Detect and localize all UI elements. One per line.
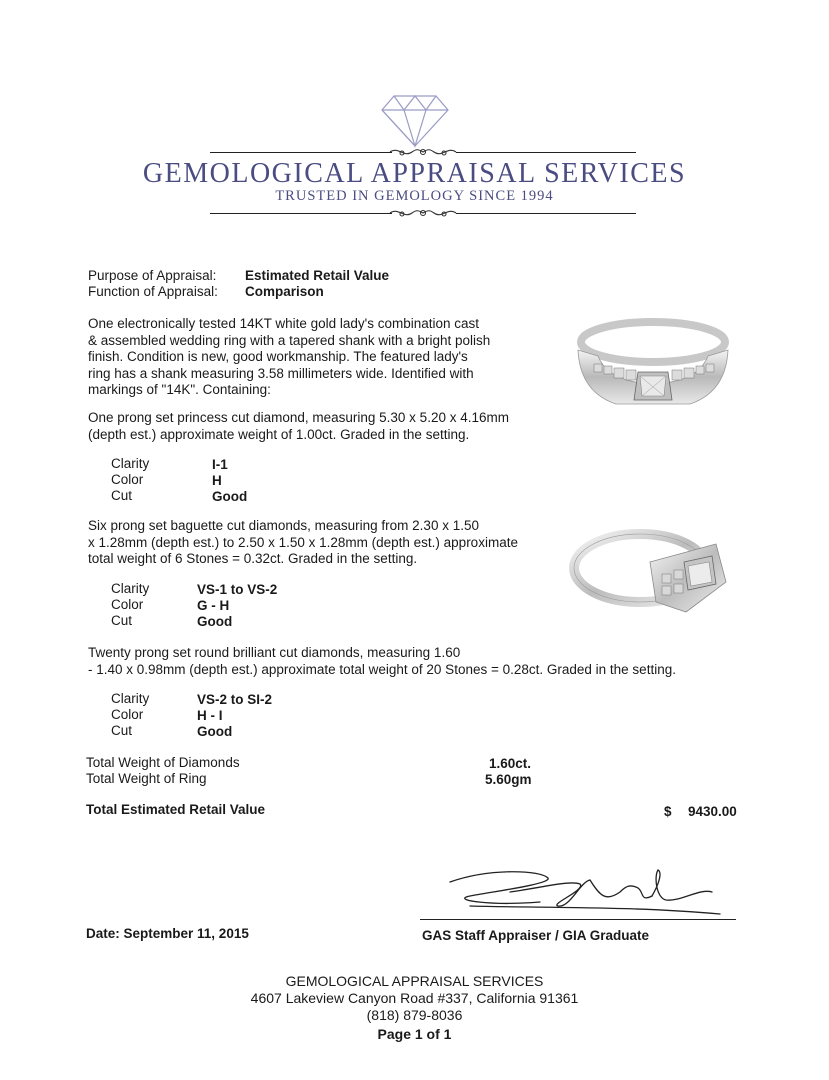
description-line: One electronically tested 14KT white gold lady's combination cast <box>88 316 480 331</box>
stone-3-clarity-label: Clarity <box>111 691 150 706</box>
ring-photo-angle <box>566 522 736 632</box>
org-tagline: TRUSTED IN GEMOLOGY SINCE 1994 <box>275 188 554 204</box>
stone-3-color-label: Color <box>111 707 144 722</box>
org-title: GEMOLOGICAL APPRAISAL SERVICES <box>142 158 687 189</box>
footer-phone: (818) 879-8036 <box>366 1007 463 1023</box>
stone-2-clarity-label: Clarity <box>111 581 150 596</box>
footer-org-name: GEMOLOGICAL APPRAISAL SERVICES <box>285 973 544 989</box>
total-ring-label: Total Weight of Ring <box>86 771 207 786</box>
stone-1-color-value: H <box>212 473 222 488</box>
stone-2-color-value: G - H <box>197 598 230 613</box>
description-line: & assembled wedding ring with a tapered shank with a bright polish <box>88 332 491 348</box>
stone-1-clarity-label: Clarity <box>111 456 150 471</box>
stone-2-color-label: Color <box>111 597 144 612</box>
function-value: Comparison <box>245 284 324 299</box>
total-retail-label: Total Estimated Retail Value <box>86 802 266 817</box>
total-retail-value: 9430.00 <box>688 804 737 819</box>
ring-photo-front <box>568 312 738 422</box>
total-diamonds-value: 1.60ct. <box>489 756 532 771</box>
stone-3-cut-value: Good <box>197 724 233 739</box>
stone-1-description <box>88 410 509 443</box>
stone-2-cut-value: Good <box>197 614 233 629</box>
signature-line <box>420 919 736 920</box>
stone-2-line: x 1.28mm (depth est.) to 2.50 x 1.50 x 1.28mm (depth est.) approximate <box>88 534 518 550</box>
stone-3-line: Twenty prong set round brilliant cut diamonds, measuring 1.60 <box>88 645 461 660</box>
stone-2-cut-label: Cut <box>111 613 133 628</box>
description-line: finish. Condition is new, good workmanship. The featured lady's <box>88 349 468 364</box>
scroll-ornament-icon <box>388 205 458 221</box>
description-paragraph <box>88 316 490 399</box>
header-bottom-rule-left <box>210 213 392 214</box>
stone-2-line: Six prong set baguette cut diamonds, measuring from 2.30 x 1.50 <box>88 518 479 533</box>
stone-1-line: (depth est.) approximate weight of 1.00ct. Graded in the setting. <box>88 426 470 442</box>
header-top-rule-right <box>456 152 636 153</box>
signature-icon <box>430 862 730 922</box>
appraisal-date: Date: September 11, 2015 <box>86 926 249 941</box>
stone-1-cut-value: Good <box>212 489 248 504</box>
description-line: ring has a shank measuring 3.58 millimeters wide. Identified with <box>88 365 474 381</box>
page-number: Page 1 of 1 <box>377 1026 452 1042</box>
stone-3-clarity-value: VS-2 to SI-2 <box>197 692 273 707</box>
stone-1-color-label: Color <box>111 472 144 487</box>
stone-1-cut-label: Cut <box>111 488 133 503</box>
stone-1-line: One prong set princess cut diamond, measuring 5.30 x 5.20 x 4.16mm <box>88 410 509 425</box>
stone-1-clarity-value: I-1 <box>212 457 228 472</box>
function-label: Function of Appraisal: <box>88 284 218 299</box>
total-diamonds-label: Total Weight of Diamonds <box>86 755 240 770</box>
stone-2-clarity-value: VS-1 to VS-2 <box>197 582 278 597</box>
stone-3-line: - 1.40 x 0.98mm (depth est.) approximate total weight of 20 Stones = 0.28ct. Graded in the setting. <box>88 661 676 677</box>
currency-symbol: $ <box>664 804 672 819</box>
stone-3-description <box>88 645 676 678</box>
stone-3-cut-label: Cut <box>111 723 133 738</box>
header-bottom-rule-right <box>456 213 636 214</box>
purpose-value: Estimated Retail Value <box>245 268 390 283</box>
purpose-label: Purpose of Appraisal: <box>88 268 217 283</box>
description-line: markings of "14K". Containing: <box>88 382 271 397</box>
stone-2-description <box>88 518 518 568</box>
appraiser-title: GAS Staff Appraiser / GIA Graduate <box>422 928 650 943</box>
diamond-logo-icon <box>380 90 450 150</box>
stone-2-line: total weight of 6 Stones = 0.32ct. Graded in the setting. <box>88 551 418 566</box>
total-ring-value: 5.60gm <box>485 772 532 787</box>
footer-address: 4607 Lakeview Canyon Road #337, California 91361 <box>250 990 579 1006</box>
header-top-rule-left <box>210 152 392 153</box>
stone-3-color-value: H - I <box>197 708 223 723</box>
